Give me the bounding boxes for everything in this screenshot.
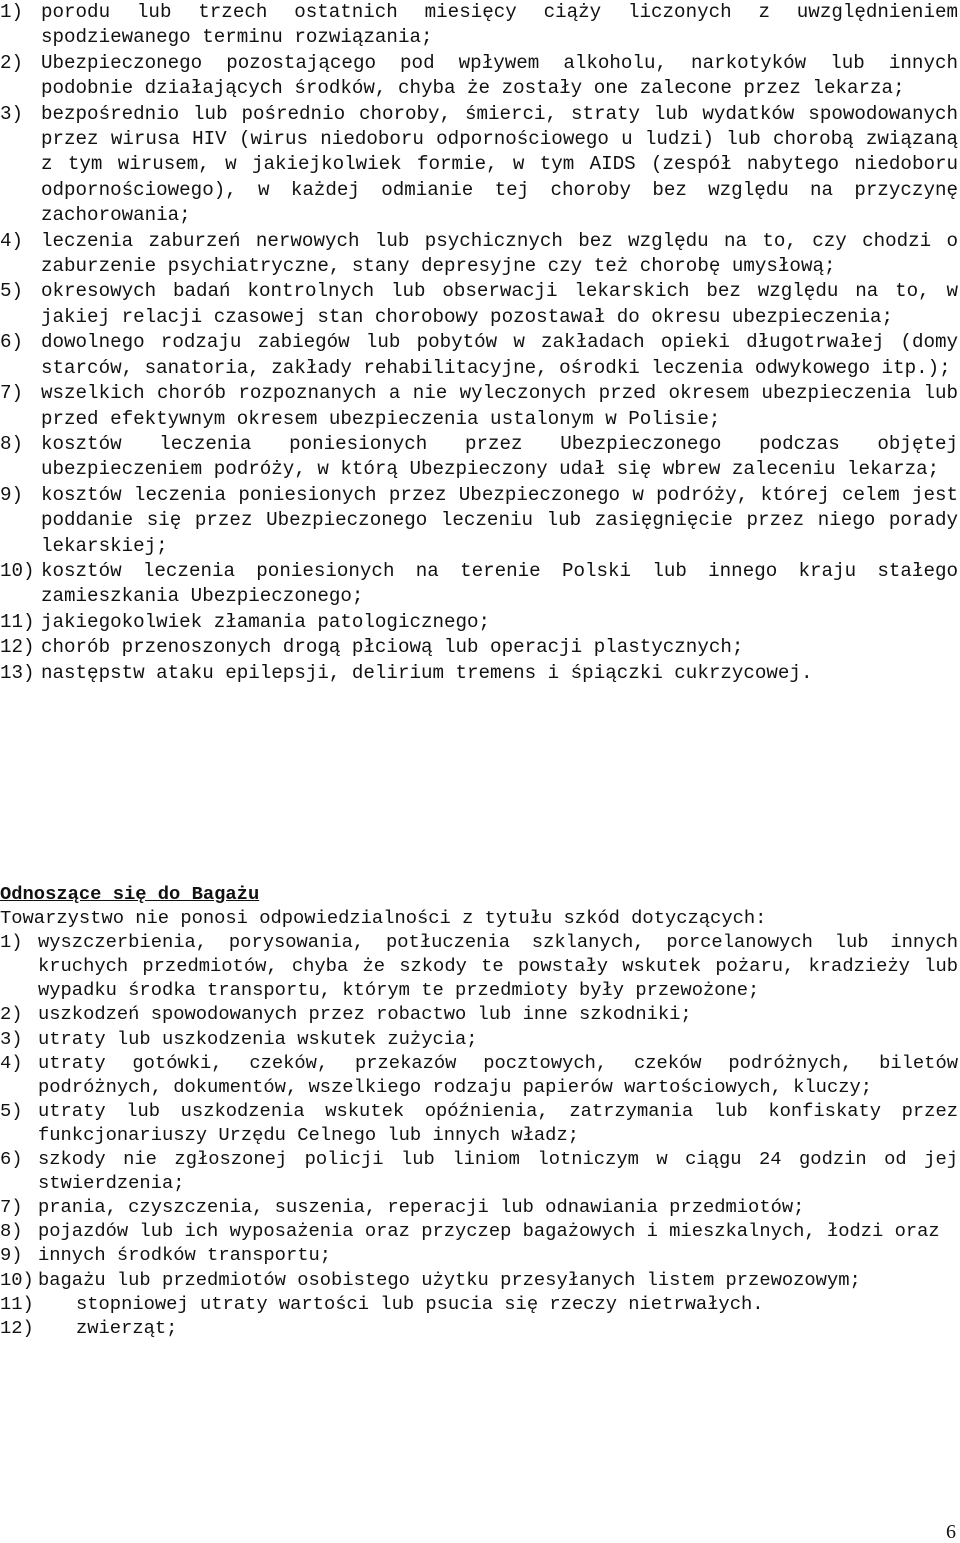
item-number: 10)	[0, 1268, 34, 1291]
list-item	[0, 483, 958, 559]
item-text: okresowych badań kontrolnych lub obserwacji lekarskich bez względu na to, w jakiej relacji czasowej stan chorobowy pozostawał do okresu ubezpieczenia;	[41, 280, 958, 328]
item-number: 12)	[0, 636, 35, 659]
list-item	[0, 1002, 958, 1026]
list-item	[0, 1195, 958, 1219]
section-intro: Towarzystwo nie ponosi odpowiedzialności z tytułu szkód dotyczących:	[0, 907, 767, 930]
item-text: jakiegokolwiek złamania patologicznego;	[41, 610, 491, 633]
item-text: pojazdów lub ich wyposażenia oraz przyczep bagażowych i mieszkalnych, łodzi oraz	[38, 1220, 940, 1243]
item-number: 10)	[0, 559, 35, 582]
list-item	[0, 1268, 958, 1292]
item-number: 8)	[0, 1220, 23, 1243]
item-number: 7)	[0, 382, 24, 405]
list-item	[0, 1027, 958, 1051]
item-text: utraty lub uszkodzenia wskutek opóźnienia, zatrzymania lub konfiskaty przez funkcjonariuszy Urzędu Celnego lub innych władz;	[38, 1099, 958, 1146]
item-text: Ubezpieczonego pozostającego pod wpływem alkoholu, narkotyków lub innych podobnie działających środków, chyba że zostały one zalecone przez lekarza;	[41, 51, 958, 100]
item-text: następstw ataku epilepsji, delirium tremens i śpiączki cukrzycowej.	[41, 661, 813, 684]
item-number: 11)	[0, 610, 35, 633]
item-text: kosztów leczenia poniesionych przez Ubezpieczonego podczas objętej ubezpieczeniem podróży, w którą Ubezpieczony udał się wbrew zaleceniu lekarza;	[41, 432, 958, 481]
list-item	[0, 1243, 958, 1267]
item-number: 1)	[0, 931, 23, 954]
item-text: utraty lub uszkodzenia wskutek zużycia;	[38, 1027, 478, 1050]
list-item	[0, 1219, 958, 1243]
exclusions-list	[0, 0, 958, 686]
list-item	[0, 51, 958, 102]
item-text: wyszczerbienia, porysowania, potłuczenia szklanych, porcelanowych lub innych kruchych przedmiotów, chyba że szkody te powstały wskutek pożaru, kradzieży lub wypadku środka transportu, którym te przedmioty były przewożone;	[38, 931, 958, 1002]
item-text: bagażu lub przedmiotów osobistego użytku przesyłanych listem przewozowym;	[38, 1268, 861, 1291]
item-number: 6)	[0, 1148, 23, 1171]
item-text: porodu lub trzech ostatnich miesięcy ciąży liczonych z uwzględnieniem spodziewanego terminu rozwiązania;	[41, 1, 958, 49]
item-number: 5)	[0, 280, 24, 303]
list-item	[0, 635, 958, 660]
item-number: 1)	[0, 1, 24, 23]
item-number: 12)	[0, 1316, 34, 1339]
item-text: leczenia zaburzeń nerwowych lub psychicznych bez względu na to, czy chodzi o zaburzenie psychiatryczne, stany depresyjne czy też chorobę umysłową;	[41, 229, 958, 278]
item-number: 3)	[0, 102, 24, 125]
item-text: uszkodzeń spowodowanych przez robactwo lub inne szkodniki;	[38, 1003, 692, 1026]
list-item	[0, 102, 958, 229]
item-number: 4)	[0, 229, 24, 252]
list-item	[0, 661, 958, 686]
list-item	[0, 279, 958, 330]
item-number: 4)	[0, 1051, 23, 1074]
list-item	[0, 610, 958, 635]
baggage-section	[0, 882, 958, 1340]
item-text: bezpośrednio lub pośrednio choroby, śmierci, straty lub wydatków spowodowanych przez wirusa HIV (wirus niedoboru odpornościowego u ludzi) lub chorobą związaną z tym wirusem, w jakiejkolwiek formie, w tym AIDS (zespół nabytego niedoboru odpornościowego), w każdej odmianie tej choroby bez względu na przyczynę zachorowania;	[41, 102, 958, 227]
list-item	[0, 0, 958, 51]
list-item	[0, 1316, 958, 1340]
list-item	[0, 1051, 958, 1099]
item-text: wszelkich chorób rozpoznanych a nie wyleczonych przed okresem ubezpieczenia lub przed efektywnym okresem ubezpieczenia ustalonym w Polisie;	[41, 382, 958, 430]
list-item	[0, 930, 958, 1002]
item-number: 6)	[0, 331, 24, 354]
list-item	[0, 1292, 958, 1316]
section-heading: Odnoszące się do Bagażu	[0, 883, 260, 905]
item-number: 9)	[0, 1244, 23, 1267]
item-number: 7)	[0, 1196, 23, 1219]
item-text: kosztów leczenia poniesionych na terenie Polski lub innego kraju stałego zamieszkania Ubezpieczonego;	[41, 559, 958, 608]
list-item	[0, 229, 958, 280]
item-number: 9)	[0, 483, 24, 506]
item-text: kosztów leczenia poniesionych przez Ubezpieczonego w podróży, której celem jest poddanie się przez Ubezpieczonego leczeniu lub zasięgnięcie przez niego porady lekarskiej;	[41, 483, 958, 557]
list-item	[0, 1099, 958, 1147]
item-number: 3)	[0, 1027, 23, 1050]
item-number: 8)	[0, 432, 24, 455]
item-number: 2)	[0, 1003, 23, 1026]
item-text: chorób przenoszonych drogą płciową lub operacji plastycznych;	[41, 636, 744, 659]
item-number: 5)	[0, 1099, 23, 1122]
item-text: stopniowej utraty wartości lub psucia się rzeczy nietrwałych.	[76, 1292, 764, 1315]
item-text: szkody nie zgłoszonej policji lub liniom lotniczym w ciągu 24 godzin od jej stwierdzenia;	[38, 1148, 958, 1195]
list-item	[0, 559, 958, 610]
item-text: prania, czyszczenia, suszenia, reperacji lub odnawiania przedmiotów;	[38, 1196, 805, 1219]
item-text: zwierząt;	[76, 1316, 178, 1339]
list-item	[0, 330, 958, 381]
item-number: 2)	[0, 51, 24, 74]
list-item	[0, 381, 958, 432]
item-text: utraty gotówki, czeków, przekazów pocztowych, czeków podróżnych, biletów podróżnych, dokumentów, wszelkiego rodzaju papierów wartościowych, kluczy;	[38, 1051, 958, 1098]
item-number: 13)	[0, 661, 35, 684]
page-number: 6	[946, 1521, 956, 1543]
list-item	[0, 1147, 958, 1195]
item-text: innych środków transportu;	[38, 1244, 332, 1267]
list-item	[0, 432, 958, 483]
item-text: dowolnego rodzaju zabiegów lub pobytów w zakładach opieki długotrwałej (domy starców, sanatoria, zakłady rehabilitacyjne, ośrodki leczenia odwykowego itp.);	[41, 331, 958, 379]
item-number: 11)	[0, 1292, 34, 1315]
